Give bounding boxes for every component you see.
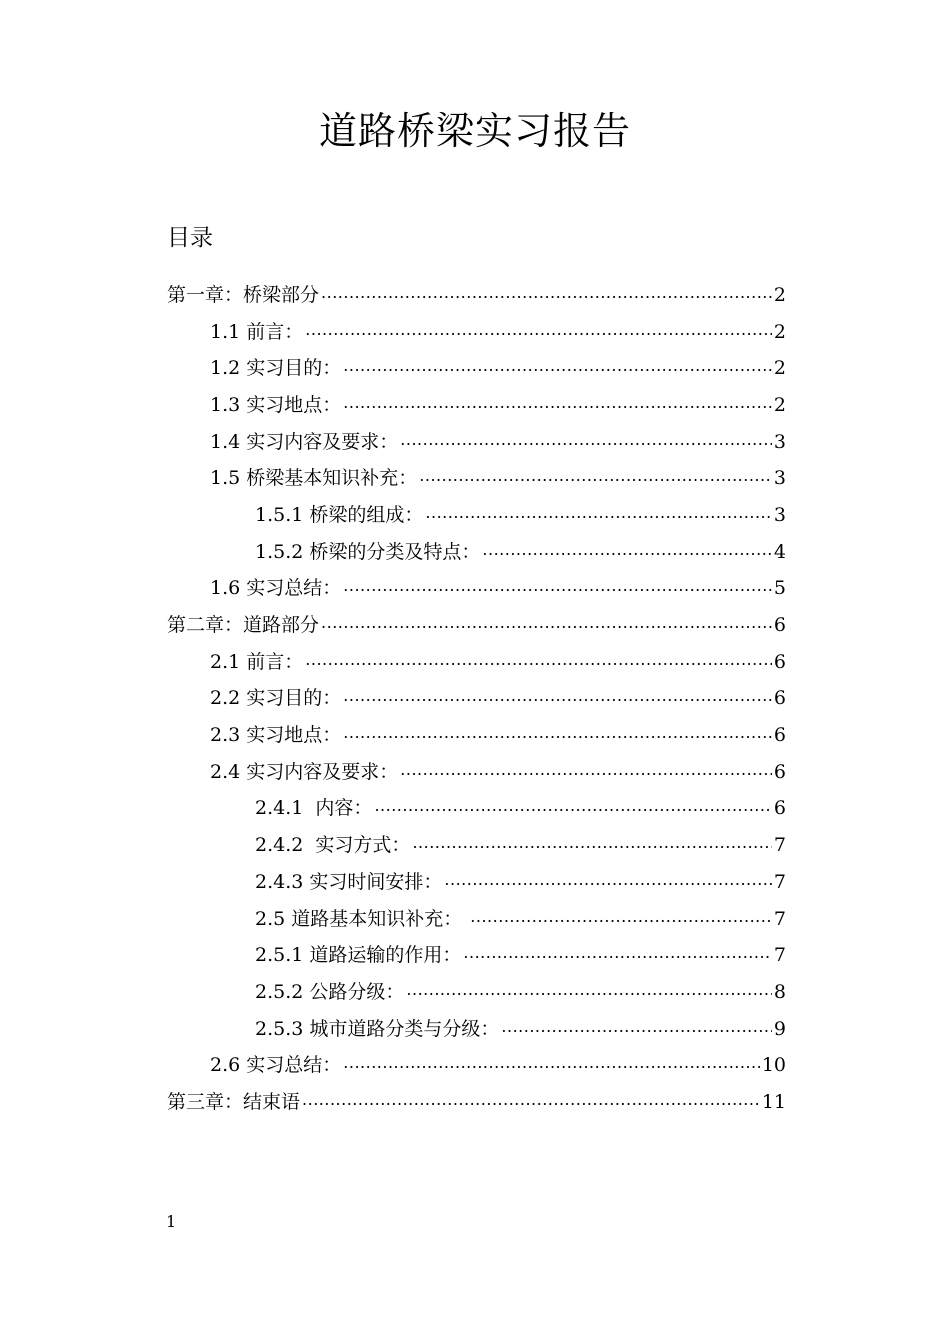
toc-entry[interactable] [0, 313, 950, 350]
toc-entry[interactable] [0, 276, 950, 313]
toc-leader-dots [412, 832, 771, 851]
toc-leader-dots [343, 685, 772, 704]
toc-entry-label: 2.1 前言： [210, 650, 304, 673]
toc-entry[interactable] [0, 459, 950, 496]
toc-entry-label: 第二章：道路部分 [167, 614, 320, 637]
toc-heading: 目录 [167, 225, 213, 251]
toc-entry-page: 7 [773, 834, 786, 857]
toc-entry-label: 2.5.1 道路运输的作用： [255, 944, 462, 967]
toc-entry-label: 2.5 道路基本知识补充： [255, 907, 469, 930]
toc-entry-page: 4 [773, 540, 786, 563]
toc-leader-dots [321, 282, 772, 301]
toc-entry-page: 7 [773, 944, 786, 967]
toc-leader-dots [305, 649, 772, 668]
toc-entry-page: 11 [761, 1090, 786, 1113]
toc-leader-dots [501, 1016, 772, 1035]
toc-leader-dots [343, 575, 772, 594]
toc-leader-dots [302, 1089, 760, 1108]
toc-entry-label: 1.5.1 桥梁的组成： [255, 503, 424, 526]
toc-entry[interactable] [0, 423, 950, 460]
toc-leader-dots [444, 869, 772, 888]
toc-entry-page: 2 [773, 357, 786, 380]
toc-entry-page: 2 [773, 320, 786, 343]
toc-entry-label: 1.5.2 桥梁的分类及特点： [255, 540, 481, 563]
toc-leader-dots [343, 722, 772, 741]
toc-entry-label: 1.5 桥梁基本知识补充： [210, 467, 418, 490]
toc-entry[interactable] [0, 349, 950, 386]
toc-entry-label: 2.3 实习地点： [210, 724, 342, 747]
toc-entry-page: 9 [773, 1017, 786, 1040]
toc-leader-dots [305, 319, 772, 338]
toc-leader-dots [425, 502, 772, 521]
toc-leader-dots [482, 539, 772, 558]
toc-entry-label: 2.4.2 实习方式： [255, 834, 411, 857]
toc-entry-page: 3 [773, 467, 786, 490]
toc-entry[interactable] [0, 716, 950, 753]
toc-entry-label: 2.5.3 城市道路分类与分级： [255, 1017, 500, 1040]
toc-leader-dots [419, 465, 772, 484]
toc-entry[interactable] [0, 643, 950, 680]
toc-entry-label: 2.2 实习目的： [210, 687, 342, 710]
table-of-contents [0, 276, 950, 1120]
toc-entry-page: 7 [773, 870, 786, 893]
toc-entry-label: 1.1 前言： [210, 320, 304, 343]
toc-leader-dots [406, 979, 772, 998]
toc-entry[interactable] [0, 606, 950, 643]
toc-entry[interactable] [0, 496, 950, 533]
toc-entry[interactable] [0, 863, 950, 900]
toc-leader-dots [470, 906, 772, 925]
toc-leader-dots [343, 355, 772, 374]
toc-entry-label: 第三章：结束语 [167, 1090, 301, 1113]
toc-entry-label: 2.4.1 内容： [255, 797, 373, 820]
toc-entry-page: 6 [773, 687, 786, 710]
toc-entry-label: 2.6 实习总结： [210, 1054, 342, 1077]
toc-leader-dots [343, 392, 772, 411]
toc-entry-page: 10 [761, 1054, 786, 1077]
toc-entry-label: 1.2 实习目的： [210, 357, 342, 380]
toc-entry[interactable] [0, 826, 950, 863]
toc-entry-page: 7 [773, 907, 786, 930]
toc-entry[interactable] [0, 900, 950, 937]
toc-entry-page: 3 [773, 430, 786, 453]
toc-entry-page: 6 [773, 650, 786, 673]
toc-leader-dots [400, 759, 772, 778]
toc-entry-label: 第一章：桥梁部分 [167, 283, 320, 306]
toc-entry[interactable] [0, 753, 950, 790]
toc-entry-page: 5 [773, 577, 786, 600]
document-title: 道路桥梁实习报告 [318, 109, 631, 153]
toc-entry-page: 2 [773, 393, 786, 416]
toc-entry[interactable] [0, 533, 950, 570]
toc-entry[interactable] [0, 1010, 950, 1047]
toc-leader-dots [374, 795, 771, 814]
toc-entry-page: 3 [773, 503, 786, 526]
toc-entry-label: 1.4 实习内容及要求： [210, 430, 399, 453]
toc-entry-page: 6 [773, 797, 786, 820]
toc-entry-label: 2.4.3 实习时间安排： [255, 870, 443, 893]
toc-leader-dots [400, 429, 772, 448]
toc-entry[interactable] [0, 680, 950, 717]
toc-entry[interactable] [0, 570, 950, 607]
toc-entry[interactable] [0, 973, 950, 1010]
toc-entry-label: 2.4 实习内容及要求： [210, 760, 399, 783]
page-number: 1 [166, 1212, 177, 1231]
toc-entry[interactable] [0, 936, 950, 973]
toc-entry-page: 8 [773, 980, 786, 1003]
toc-entry-page: 6 [773, 760, 786, 783]
toc-leader-dots [463, 942, 772, 961]
toc-entry[interactable] [0, 1046, 950, 1083]
toc-entry-page: 6 [773, 724, 786, 747]
toc-leader-dots [321, 612, 772, 631]
toc-entry-label: 2.5.2 公路分级： [255, 980, 405, 1003]
toc-entry-label: 1.6 实习总结： [210, 577, 342, 600]
toc-leader-dots [343, 1052, 760, 1071]
toc-entry[interactable] [0, 790, 950, 827]
toc-entry[interactable] [0, 1083, 950, 1120]
toc-entry-label: 1.3 实习地点： [210, 393, 342, 416]
toc-entry-page: 6 [773, 614, 786, 637]
toc-entry[interactable] [0, 386, 950, 423]
toc-entry-page: 2 [773, 283, 786, 306]
